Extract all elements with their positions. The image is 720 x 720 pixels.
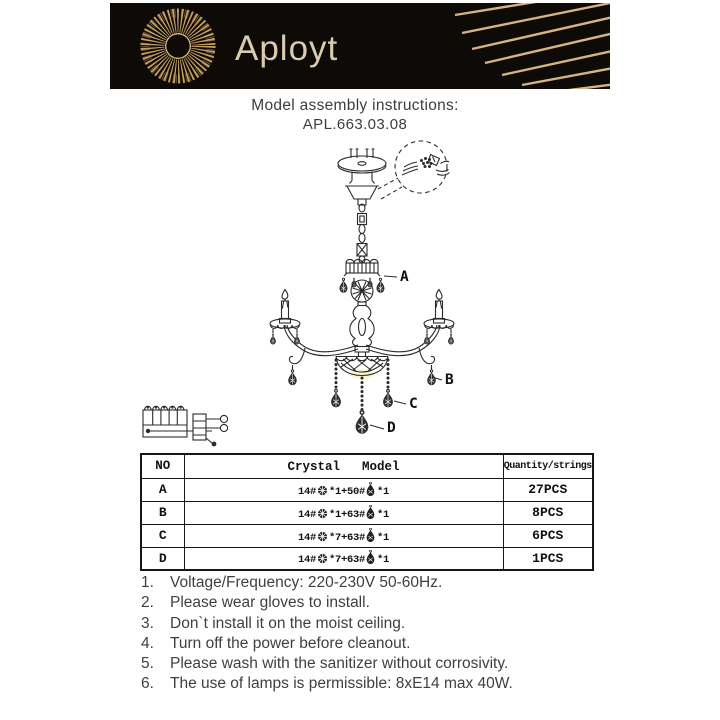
model-text: 14#	[297, 554, 316, 567]
item-text: The use of lamps is permissible: 8xE14 max 40W.	[170, 675, 513, 693]
wiring-terminal-diagram	[143, 406, 228, 446]
table-row	[141, 478, 593, 501]
faceted-ball-icon	[317, 531, 328, 542]
model-text: *7+63#	[328, 531, 365, 544]
list-item	[141, 674, 513, 694]
faceted-ball-icon	[317, 485, 328, 496]
faceted-ball-icon	[317, 508, 328, 519]
list-item	[141, 614, 513, 634]
chandelier-drawing	[143, 141, 454, 446]
teardrop-pendant-icon	[366, 505, 375, 520]
part-label-c: C	[409, 396, 418, 412]
crown-bobeche	[340, 259, 385, 292]
instruction-list	[141, 573, 513, 695]
table-row	[141, 547, 593, 570]
row-letter: A	[141, 478, 184, 501]
model-text: 14#	[297, 531, 316, 544]
faceted-ball	[351, 280, 373, 302]
model-text: *1+50#	[328, 485, 365, 498]
column-header-model	[184, 454, 503, 478]
brand-name: Aployt	[235, 29, 339, 68]
item-number: 1.	[141, 574, 154, 591]
table-row	[141, 501, 593, 524]
sunray-lines-icon	[450, 3, 610, 89]
item-number: 2.	[141, 594, 154, 612]
model-text: *1	[377, 531, 390, 544]
part-label-a: A	[400, 269, 409, 285]
model-text: *1	[377, 485, 390, 498]
teardrop-pendant-icon	[366, 528, 375, 543]
list-item	[141, 634, 513, 654]
starburst-logo-icon	[145, 13, 211, 79]
item-number: 4.	[141, 634, 154, 652]
row-letter: C	[141, 524, 184, 547]
model-text: *1+63#	[328, 508, 365, 521]
baluster-stem	[350, 302, 374, 357]
list-item	[141, 593, 513, 613]
quantity-cell: 8PCS	[503, 501, 593, 524]
crystal-model-cell	[184, 547, 503, 570]
item-text: Don`t install it on the moist ceiling.	[170, 614, 406, 632]
hanging-chain	[357, 204, 367, 263]
table-header-row	[141, 454, 593, 478]
title-block	[90, 97, 620, 133]
column-header-no: NO	[141, 454, 184, 478]
ceiling-plate	[338, 149, 386, 184]
item-text: Please wear gloves to install.	[170, 594, 370, 612]
row-letter: B	[141, 501, 184, 524]
part-label-d: D	[387, 420, 396, 436]
quantity-cell: 1PCS	[503, 547, 593, 570]
teardrop-pendant-icon	[366, 550, 375, 565]
item-text: Please wash with the sanitizer without corrosivity.	[170, 655, 509, 673]
highlight-glow	[349, 369, 375, 379]
crystal-model-cell	[184, 501, 503, 524]
page-title: Model assembly instructions:	[251, 97, 459, 114]
wire-connection-inset	[378, 141, 450, 199]
item-number: 3.	[141, 614, 154, 632]
model-text: *1	[377, 554, 390, 567]
part-label-b: B	[445, 372, 454, 388]
model-text: *7+63#	[328, 554, 365, 567]
canopy	[345, 186, 379, 205]
model-text: *1	[377, 508, 390, 521]
faceted-ball-icon	[317, 553, 328, 564]
model-text: 14#	[297, 508, 316, 521]
list-item	[141, 573, 513, 593]
quantity-cell: 27PCS	[503, 478, 593, 501]
crystal-parts-table	[140, 453, 594, 571]
quantity-cell: 6PCS	[503, 524, 593, 547]
column-header-quantity: Quantity/strings	[503, 454, 593, 478]
table-row	[141, 524, 593, 547]
column-header-model-right: Model	[362, 460, 400, 475]
chandelier-arm-right	[366, 290, 454, 386]
teardrop-pendant-icon	[366, 482, 375, 497]
list-item	[141, 654, 513, 674]
item-number: 6.	[141, 675, 154, 693]
chandelier-arm-left	[270, 290, 358, 386]
part-labels	[370, 269, 454, 436]
item-number: 5.	[141, 655, 154, 673]
crystal-bowl	[336, 357, 388, 376]
model-text: 14#	[297, 485, 316, 498]
item-text: Turn off the power before cleanout.	[170, 634, 411, 652]
row-letter: D	[141, 547, 184, 570]
brand-banner	[110, 3, 610, 89]
bead-strands	[331, 360, 393, 434]
crystal-model-cell	[184, 524, 503, 547]
banner-art	[110, 3, 610, 89]
model-number: APL.663.03.08	[302, 116, 408, 133]
item-text: Voltage/Frequency: 220-230V 50-60Hz.	[170, 574, 443, 591]
column-header-model-left: Crystal	[287, 460, 340, 475]
crystal-model-cell	[184, 478, 503, 501]
